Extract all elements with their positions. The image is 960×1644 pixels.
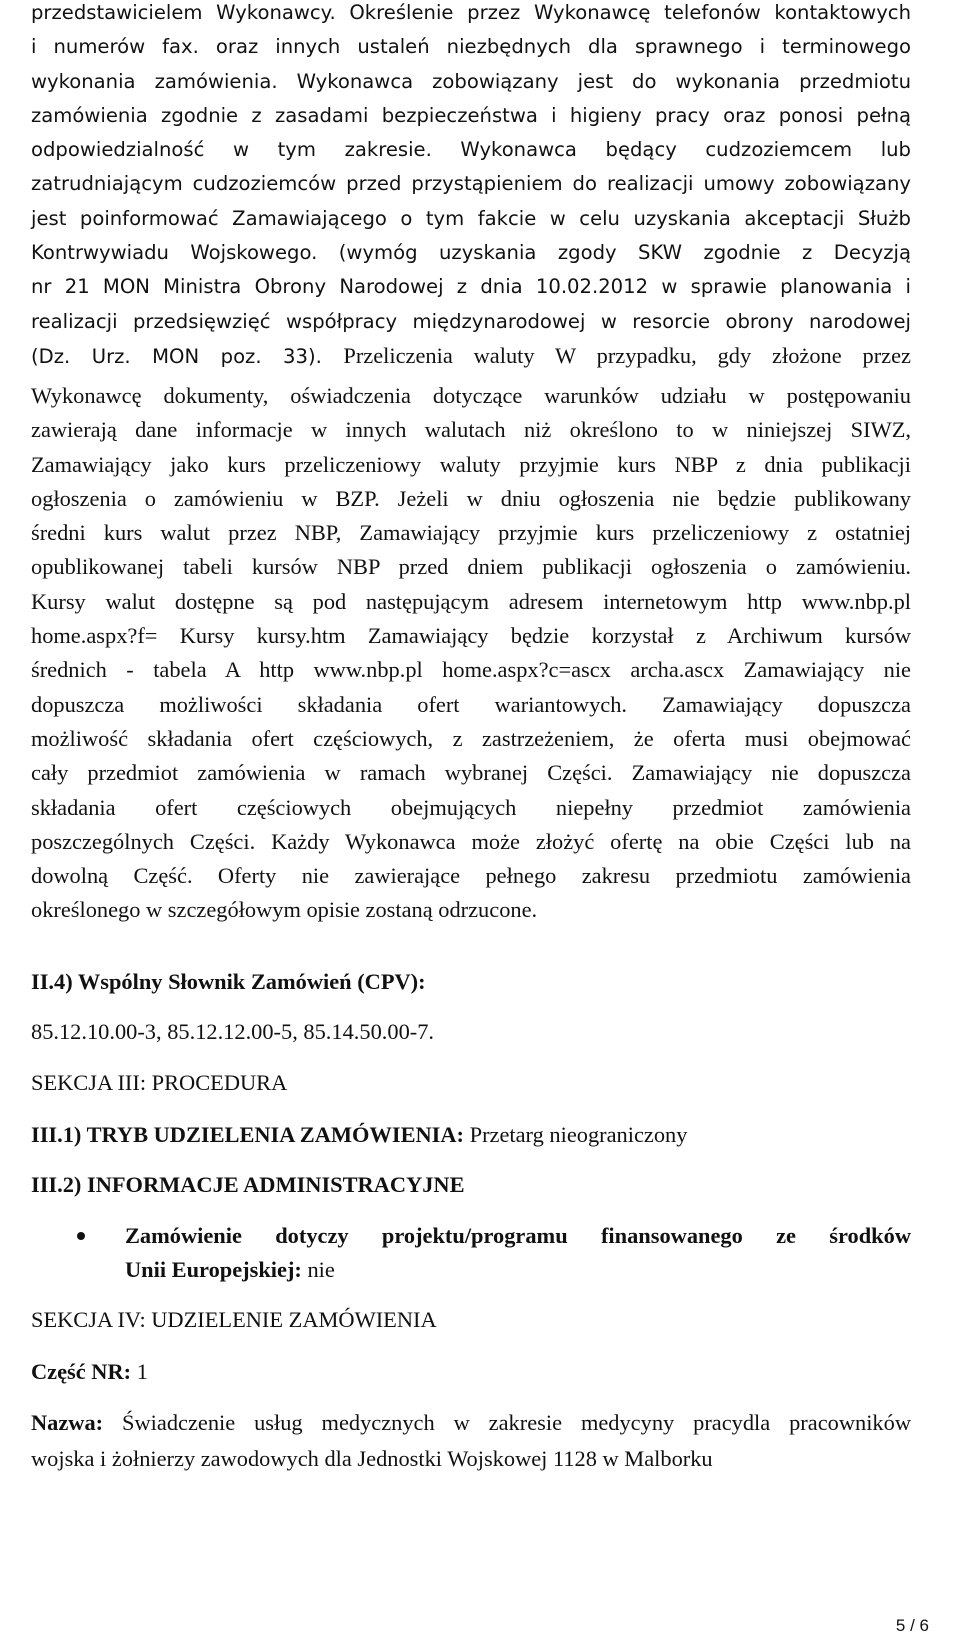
text-segment-serif: Przeliczenia waluty W przypadku, gdy złożone przez: [343, 342, 911, 368]
paragraph-contractor-obligations: [31, 0, 911, 374]
eu-funding-value: nie: [301, 1257, 335, 1282]
part-number: [31, 1357, 911, 1387]
part-name: [31, 1405, 911, 1477]
text-line: opublikowanej tabeli kursów NBP przed dniem publikacji ogłoszenia o zamówieniu.: [31, 554, 911, 580]
text-line: poszczególnych Części. Każdy Wykonawca może złożyć ofertę na obie Części lub na: [31, 828, 911, 854]
text-line: odpowiedzialność w tym zakresie. Wykonawca będący cudzoziemcem lub: [31, 138, 911, 162]
text-line: określonego w szczegółowym opisie zostaną odrzucone.: [31, 897, 538, 923]
cpv-heading: II.4) Wspólny Słownik Zamówień (CPV):: [31, 969, 426, 994]
bullet-icon: [77, 1232, 85, 1240]
text-line: i numerów fax. oraz innych ustaleń niezbędnych dla sprawnego i terminowego: [31, 35, 911, 59]
text-line: realizacji przedsięwzięć współpracy międzynarodowej w resorcie obrony narodowej: [31, 309, 911, 333]
text-line: możliwość składania ofert częściowych, z zastrzeżeniem, że oferta musi obejmować: [31, 725, 911, 751]
part-name-line-1: Nazwa: Świadczenie usług medycznych w zakresie medycyny pracydla pracowników: [31, 1410, 911, 1435]
text-line: nr 21 MON Ministra Obrony Narodowej z dnia 10.02.2012 w sprawie planowania i: [31, 275, 911, 299]
text-line: wykonania zamówienia. Wykonawca zobowiązany jest do wykonania przedmiotu: [31, 69, 911, 93]
text-segment-sans: (Dz. Urz. MON poz. 33).: [31, 344, 322, 368]
procedure-type-label: III.1) TRYB UDZIELENIA ZAMÓWIENIA:: [31, 1122, 465, 1147]
text-line: Zamawiający jako kurs przeliczeniowy waluty przyjmie kurs NBP z dnia publikacji: [31, 451, 911, 477]
text-line: składania ofert częściowych obejmujących niepełny przedmiot zamówienia: [31, 794, 911, 820]
text-line: zatrudniającym cudzoziemców przed przystąpieniem do realizacji umowy zobowiązany: [31, 172, 911, 196]
text-line: zamówienia zgodnie z zasadami bezpieczeństwa i higieny pracy oraz ponosi pełną: [31, 103, 911, 127]
text-line: dopuszcza możliwości składania ofert wariantowych. Zamawiający dopuszcza: [31, 691, 911, 717]
part-name-label: Nazwa:: [31, 1410, 104, 1435]
eu-funding-label: Zamówienie dotyczy projektu/programu finansowanego ze środków: [125, 1223, 911, 1248]
text-line: Kursy walut dostępne są pod następującym adresem internetowym http www.nbp.pl: [31, 588, 911, 614]
eu-funding-item: [125, 1219, 911, 1287]
text-line: jest poinformować Zamawiającego o tym fakcie w celu uzyskania akceptacji Służb: [31, 206, 911, 230]
text-line-mixed: [31, 339, 911, 374]
text-line: przedstawicielem Wykonawcy. Określenie przez Wykonawcę telefonów kontaktowych: [31, 1, 911, 24]
cpv-codes: 85.12.10.00-3, 85.12.12.00-5, 85.14.50.00-7.: [31, 1019, 435, 1044]
admin-info-heading: III.2) INFORMACJE ADMINISTRACYJNE: [31, 1172, 465, 1197]
page-number: 5 / 6: [895, 1616, 929, 1635]
text-line: dowolną Część. Oferty nie zawierające pełnego zakresu przedmiotu zamówienia: [31, 863, 911, 889]
part-number-label: Część NR:: [31, 1359, 132, 1384]
text-line: zawierają dane informacje w innych walutach niż określono to w niniejszej SIWZ,: [31, 417, 911, 443]
text-line: średnich - tabela A http www.nbp.pl home.aspx?c=ascx archa.ascx Zamawiający nie: [31, 657, 911, 683]
part-number-value: 1: [131, 1359, 148, 1384]
text-line: średni kurs walut przez NBP, Zamawiający przyjmie kurs przeliczeniowy z ostatniej: [31, 520, 911, 546]
text-line: ogłoszenia o zamówieniu w BZP. Jeżeli w dniu ogłoszenia nie będzie publikowany: [31, 485, 911, 511]
paragraph-currency-and-offers: [31, 379, 911, 928]
procedure-type-value: Przetarg nieograniczony: [464, 1122, 688, 1147]
eu-funding-line-2: Unii Europejskiej: nie: [125, 1257, 335, 1282]
part-name-line-2: wojska i żołnierzy zawodowych dla Jednostki Wojskowej 1128 w Malborku: [31, 1446, 713, 1471]
text-line: Wykonawcę dokumenty, oświadczenia dotyczące warunków udziału w postępowaniu: [31, 383, 911, 408]
section-3-title: SEKCJA III: PROCEDURA: [31, 1070, 288, 1095]
procedure-type: [31, 1120, 911, 1150]
text-line: Kontrwywiadu Wojskowego. (wymóg uzyskania zgody SKW zgodnie z Decyzją: [31, 241, 911, 265]
section-4-title: SEKCJA IV: UDZIELENIE ZAMÓWIENIA: [31, 1307, 437, 1332]
text-line: home.aspx?f= Kursy kursy.htm Zamawiający będzie korzystał z Archiwum kursów: [31, 623, 911, 649]
text-line: cały przedmiot zamówienia w ramach wybranej Części. Zamawiający nie dopuszcza: [31, 760, 911, 786]
